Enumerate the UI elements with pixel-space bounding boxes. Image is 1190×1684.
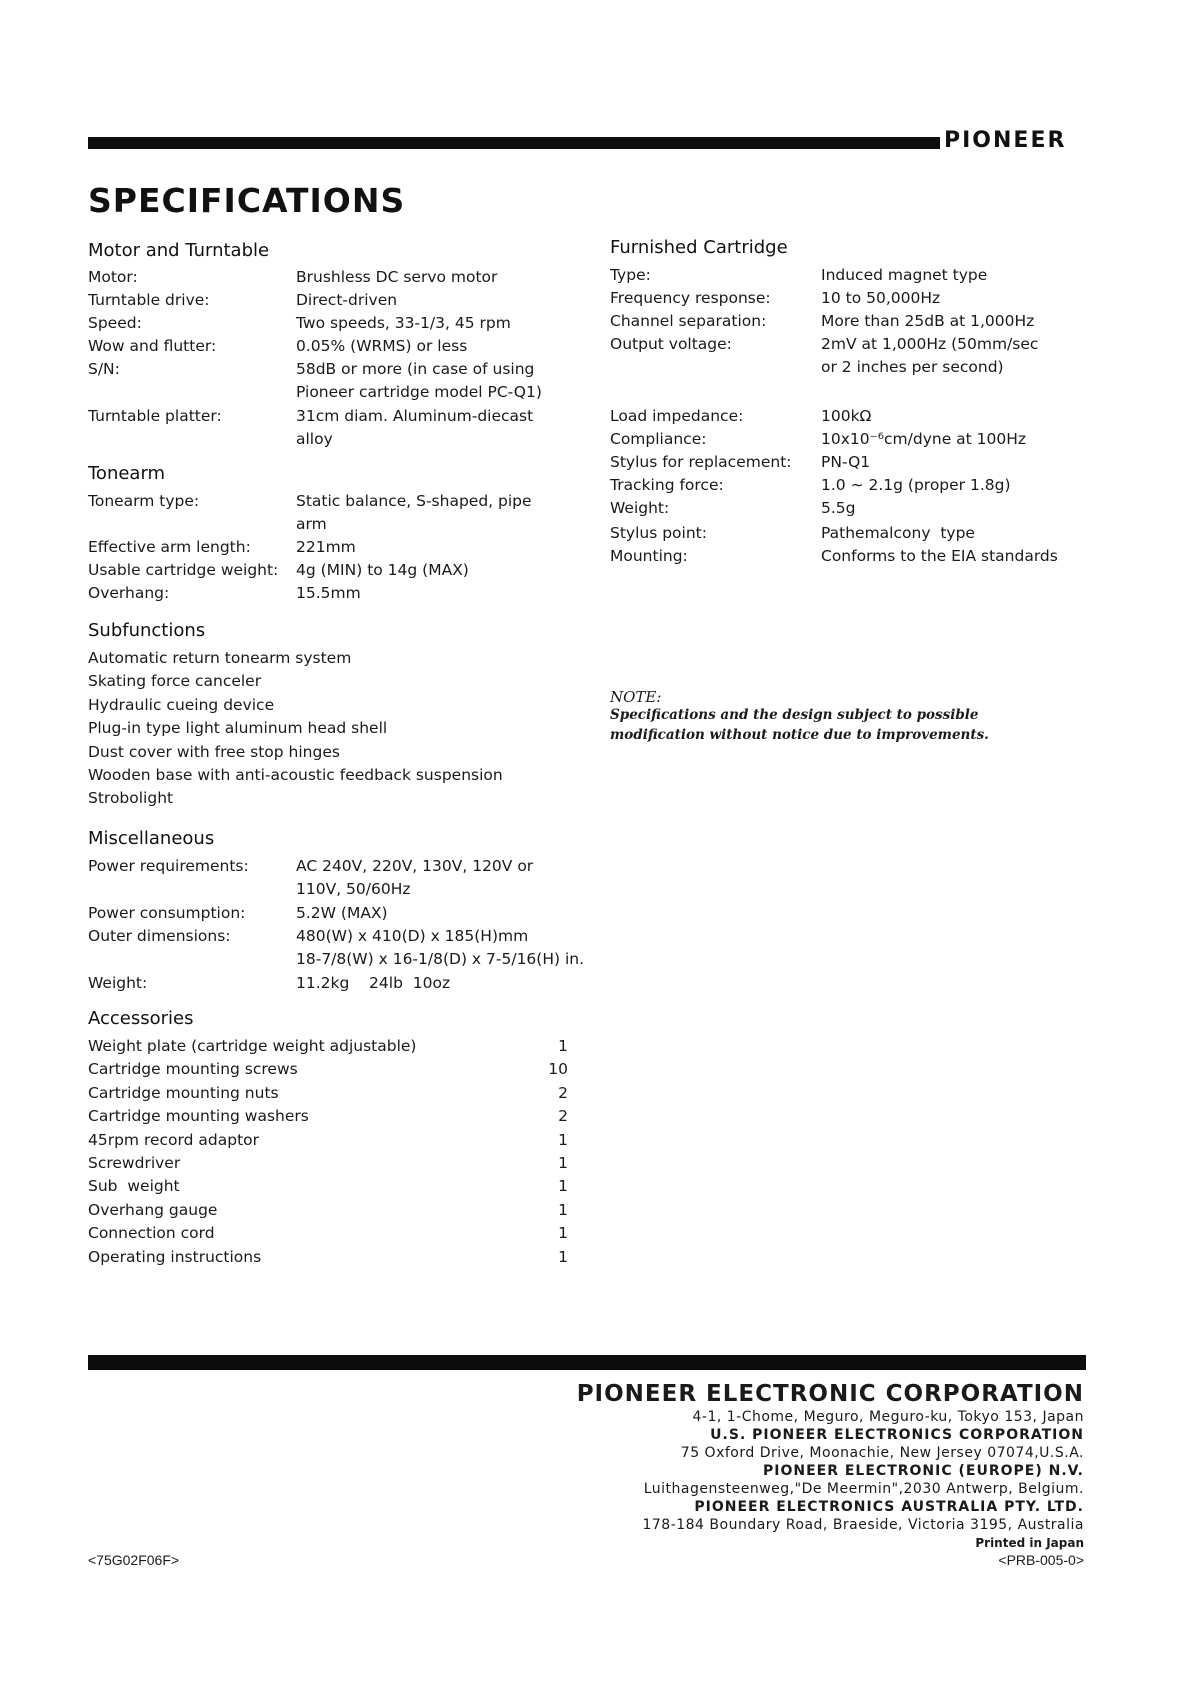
- pioneer-logo: PIONEER: [944, 128, 1067, 153]
- section-heading-tonearm: Tonearm: [88, 463, 166, 484]
- spec-label: Overhang:: [88, 584, 170, 602]
- list-item: [88, 1129, 568, 1152]
- spec-label: Motor:: [88, 268, 138, 286]
- spec-value: Pathemalcony type: [821, 524, 975, 542]
- document-code-left: <75G02F06F>: [88, 1552, 180, 1568]
- accessory-qty: 10: [548, 1060, 568, 1079]
- list-item: [88, 1152, 568, 1175]
- spec-label: Load impedance:: [610, 407, 744, 425]
- spec-label: Weight:: [610, 499, 670, 517]
- list-item: [88, 1199, 568, 1222]
- accessory-name: Cartridge mounting washers: [88, 1107, 309, 1126]
- list-item: [88, 1035, 568, 1058]
- spec-label: Tracking force:: [610, 476, 724, 494]
- spec-label: Stylus point:: [610, 524, 707, 542]
- spec-label: Power consumption:: [88, 904, 246, 922]
- spec-label: Usable cartridge weight:: [88, 561, 279, 579]
- address-line: 75 Oxford Drive, Moonachie, New Jersey 07074,U.S.A.: [680, 1445, 1084, 1461]
- list-item: [88, 1082, 568, 1105]
- spec-label: Stylus for replacement:: [610, 453, 792, 471]
- section-heading-miscellaneous: Miscellaneous: [88, 828, 215, 849]
- spec-value: AC 240V, 220V, 130V, 120V or 110V, 50/60Hz: [296, 857, 534, 898]
- section-heading-cartridge: Furnished Cartridge: [610, 237, 788, 258]
- corporation-name: PIONEER ELECTRONICS AUSTRALIA PTY. LTD.: [694, 1499, 1084, 1515]
- list-item: Plug-in type light aluminum head shell: [88, 719, 388, 738]
- accessory-qty: 2: [558, 1107, 568, 1126]
- corporation-name: U.S. PIONEER ELECTRONICS CORPORATION: [710, 1427, 1084, 1443]
- spec-label: Compliance:: [610, 430, 707, 448]
- accessory-name: Cartridge mounting screws: [88, 1060, 298, 1079]
- spec-label: Type:: [610, 266, 651, 284]
- spec-label: Speed:: [88, 314, 142, 332]
- section-heading-motor: Motor and Turntable: [88, 240, 270, 261]
- accessory-name: Screwdriver: [88, 1154, 181, 1173]
- address-line: 178-184 Boundary Road, Braeside, Victoria 3195, Australia: [642, 1517, 1084, 1533]
- accessory-name: Cartridge mounting nuts: [88, 1083, 279, 1102]
- address-line: Luithagensteenweg,"De Meermin",2030 Antwerp, Belgium.: [643, 1481, 1084, 1497]
- spec-value: 31cm diam. Aluminum-diecast alloy: [296, 407, 534, 448]
- spec-value: 15.5mm: [296, 584, 361, 602]
- spec-value: 4g (MIN) to 14g (MAX): [296, 561, 469, 579]
- list-item: Skating force canceler: [88, 672, 262, 691]
- spec-value: 221mm: [296, 538, 356, 556]
- spec-value: 58dB or more (in case of using Pioneer cartridge model PC-Q1): [296, 360, 542, 401]
- spec-label: Tonearm type:: [88, 492, 200, 510]
- list-item: [88, 1175, 568, 1198]
- spec-label: Turntable platter:: [88, 407, 222, 425]
- spec-value: 10x10⁻⁶cm/dyne at 100Hz: [821, 430, 1027, 448]
- spec-label: Mounting:: [610, 547, 688, 565]
- spec-label: Frequency response:: [610, 289, 771, 307]
- spec-value: More than 25dB at 1,000Hz: [821, 312, 1035, 330]
- spec-label: Channel separation:: [610, 312, 767, 330]
- corporation-name: PIONEER ELECTRONIC (EUROPE) N.V.: [763, 1463, 1084, 1479]
- subfunctions-list: [88, 647, 503, 811]
- accessory-qty: 1: [558, 1154, 568, 1173]
- accessory-qty: 1: [558, 1177, 568, 1196]
- printed-in: Printed in Japan: [975, 1536, 1084, 1550]
- spec-value: Conforms to the EIA standards: [821, 547, 1058, 565]
- spec-value: Static balance, S-shaped, pipe arm: [296, 492, 532, 533]
- spec-label: Power requirements:: [88, 857, 249, 875]
- spec-value: 0.05% (WRMS) or less: [296, 337, 468, 355]
- spec-value: Brushless DC servo motor: [296, 268, 498, 286]
- accessory-qty: 1: [558, 1247, 568, 1266]
- list-item: [88, 1222, 568, 1245]
- note-heading: NOTE:: [610, 688, 662, 706]
- accessory-name: Weight plate (cartridge weight adjustable): [88, 1037, 417, 1055]
- spec-value: 11.2kg 24lb 10oz: [296, 974, 451, 992]
- accessory-name: Sub weight: [88, 1177, 180, 1196]
- accessory-name: Overhang gauge: [88, 1200, 218, 1219]
- list-item: Hydraulic cueing device: [88, 695, 275, 714]
- spec-value: 1.0 ∼ 2.1g (proper 1.8g): [821, 476, 1011, 494]
- spec-value: Two speeds, 33-1/3, 45 rpm: [296, 314, 511, 332]
- list-item: Wooden base with anti-acoustic feedback suspension: [88, 766, 503, 785]
- spec-value: PN-Q1: [821, 453, 871, 471]
- footer-rule: [88, 1355, 1086, 1370]
- list-item: [88, 1246, 568, 1269]
- spec-label: Turntable drive:: [88, 291, 210, 309]
- page-title: SPECIFICATIONS: [88, 181, 406, 220]
- spec-value: 18-7/8(W) x 16-1/8(D) x 7-5/16(H) in.: [296, 950, 585, 968]
- accessories-list: [88, 1035, 568, 1269]
- accessory-name: 45rpm record adaptor: [88, 1130, 260, 1149]
- section-heading-subfunctions: Subfunctions: [88, 620, 206, 641]
- document-code-right: <PRB-005-0>: [998, 1552, 1084, 1568]
- list-item: Automatic return tonearm system: [88, 649, 352, 667]
- section-heading-accessories: Accessories: [88, 1008, 194, 1029]
- address-line: 4-1, 1-Chome, Meguro, Meguro-ku, Tokyo 153, Japan: [692, 1409, 1084, 1425]
- list-item: [88, 1105, 568, 1128]
- list-item: Strobolight: [88, 789, 174, 808]
- spec-label: Output voltage:: [610, 335, 732, 353]
- spec-value: 480(W) x 410(D) x 185(H)mm: [296, 927, 529, 945]
- spec-value: Induced magnet type: [821, 266, 988, 284]
- list-item: Dust cover with free stop hinges: [88, 742, 340, 761]
- list-item: [88, 1058, 568, 1081]
- spec-label: Wow and flutter:: [88, 337, 217, 355]
- header-rule: [88, 137, 940, 149]
- corporation-name: PIONEER ELECTRONIC CORPORATION: [576, 1381, 1084, 1407]
- spec-label: Weight:: [88, 974, 148, 992]
- spec-value: 5.5g: [821, 499, 856, 517]
- spec-label: S/N:: [88, 360, 120, 378]
- spec-value: 10 to 50,000Hz: [821, 289, 941, 307]
- spec-value: 5.2W (MAX): [296, 904, 388, 922]
- spec-value: Direct-driven: [296, 291, 398, 309]
- spec-label: Outer dimensions:: [88, 927, 231, 945]
- accessory-qty: 2: [558, 1083, 568, 1102]
- accessory-qty: 1: [558, 1130, 568, 1149]
- spec-label: Effective arm length:: [88, 538, 251, 556]
- accessory-qty: 1: [558, 1037, 568, 1055]
- company-addresses: [577, 1380, 1084, 1552]
- spec-value: 2mV at 1,000Hz (50mm/sec or 2 inches per second): [821, 335, 1039, 376]
- accessory-qty: 1: [558, 1224, 568, 1243]
- accessory-name: Operating instructions: [88, 1247, 262, 1266]
- accessory-qty: 1: [558, 1200, 568, 1219]
- spec-value: 100kΩ: [821, 407, 872, 425]
- note-text: Specifications and the design subject to possible modification without notice due to improvements.: [610, 707, 989, 743]
- accessory-name: Connection cord: [88, 1224, 215, 1243]
